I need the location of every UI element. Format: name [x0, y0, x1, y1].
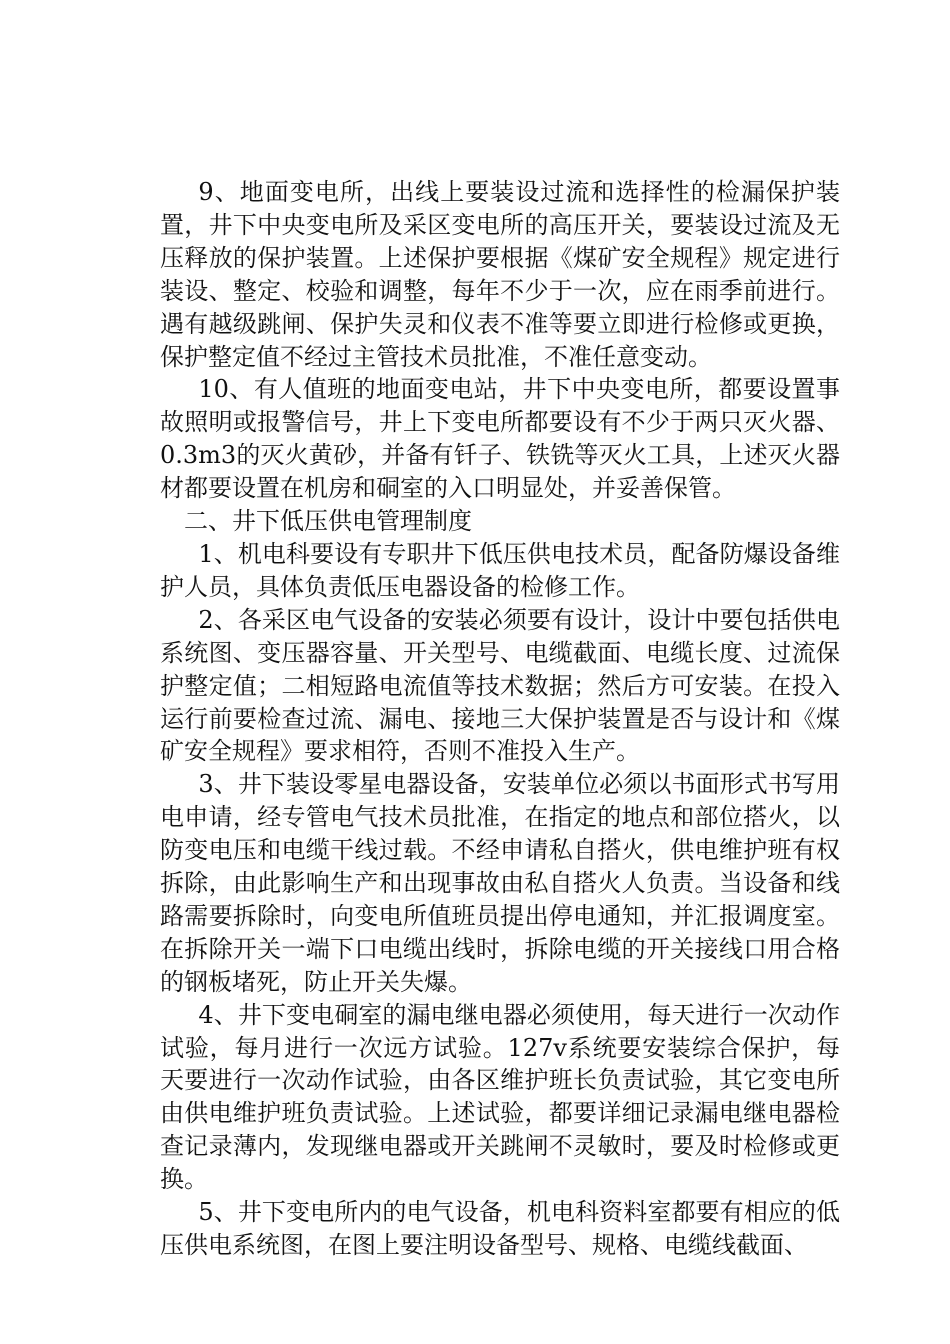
paragraph-item-2: 2、各采区电气设备的安装必须要有设计，设计中要包括供电系统图、变压器容量、开关型号、电缆截面、电缆长度、过流保护整定值；二相短路电流值等技术数据；然后方可安装。在投入运行前要检查过流、漏电、接地三大保护装置是否与设计和《煤矿安全规程》要求相符，否则不准投入生产。	[160, 605, 840, 766]
paragraph-item-3: 3、井下装设零星电器设备，安装单位必须以书面形式书写用电申请，经专管电气技术员批准，在指定的地点和部位搭火，以防变电压和电缆干线过载。不经申请私自搭火，供电维护班有权拆除，由此影响生产和出现事故由私自搭火人负责。当设备和线路需要拆除时，向变电所值班员提出停电通知，并汇报调度室。在拆除开关一端下口电缆出线时，拆除电缆的开关接线口用合格的钢板堵死，防止开关失爆。	[160, 770, 840, 996]
paragraph-item-10: 10、有人值班的地面变电站，井下中央变电所，都要设置事故照明或报警信号，井上下变电所都要设有不少于两只灭火器、0.3m3的灭火黄砂，并备有钎子、铁铣等灭火工具，上述灭火器材都要设置在机房和硐室的入口明显处，并妥善保管。	[160, 375, 840, 503]
document-page	[160, 176, 840, 1262]
paragraph-item-9: 9、地面变电所，出线上要装设过流和选择性的检漏保护装置，井下中央变电所及采区变电所的高压开关，要装设过流及无压释放的保护装置。上述保护要根据《煤矿安全规程》规定进行装设、整定、校验和调整，每年不少于一次，应在雨季前进行。遇有越级跳闸、保护失灵和仪表不准等要立即进行检修或更换，保护整定值不经过主管技术员批准，不准任意变动。	[160, 178, 840, 371]
paragraph-item-5: 5、井下变电所内的电气设备，机电科资料室都要有相应的低压供电系统图，在图上要注明设备型号、规格、电缆线截面、	[160, 1198, 840, 1259]
section-heading-low-voltage: 二、井下低压供电管理制度	[184, 507, 472, 536]
paragraph-item-4: 4、井下变电硐室的漏电继电器必须使用，每天进行一次动作试验，每月进行一次远方试验。127v系统要安装综合保护，每天要进行一次动作试验，由各区维护班长负责试验，其它变电所由供电维护班负责试验。上述试验，都要详细记录漏电继电器检查记录薄内，发现继电器或开关跳闸不灵敏时，要及时检修或更换。	[160, 1000, 840, 1194]
paragraph-item-1: 1、机电科要设有专职井下低压供电技术员，配备防爆设备维护人员，具体负责低压电器设备的检修工作。	[160, 539, 840, 601]
